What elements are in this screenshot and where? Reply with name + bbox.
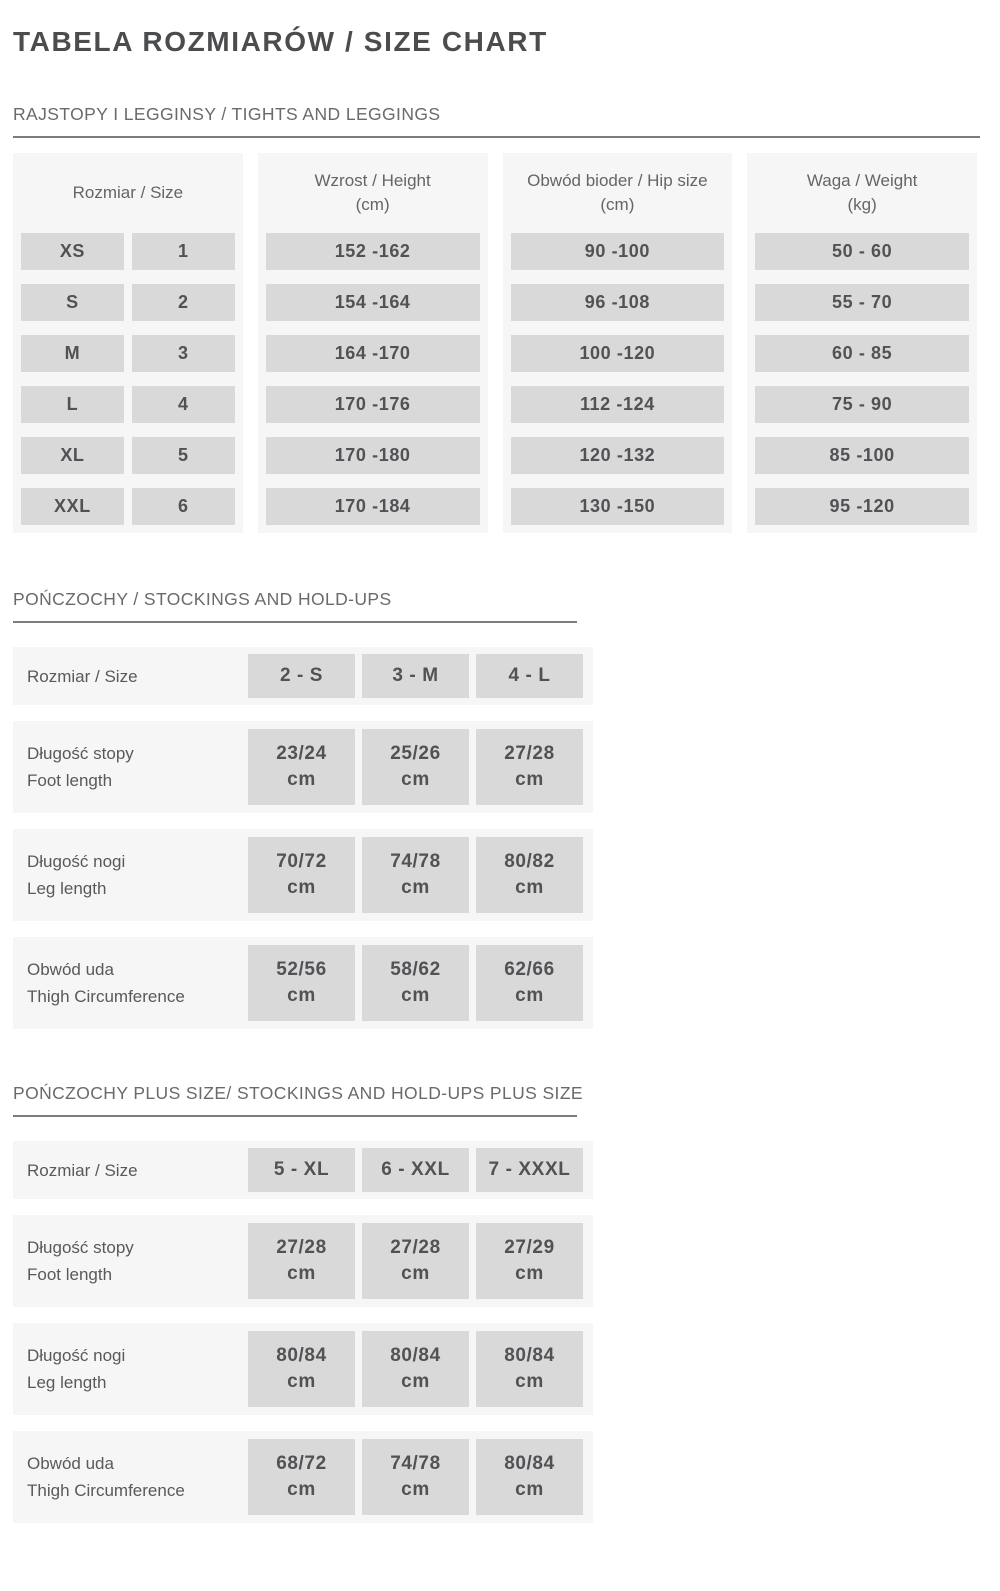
value-cell: 75 - 90: [755, 386, 969, 423]
measure-cell: [476, 1439, 583, 1515]
size-cell: 5: [132, 437, 235, 474]
value-cell: 96 -108: [511, 284, 725, 321]
size-cell: S: [21, 284, 124, 321]
row-label: [13, 1450, 248, 1504]
row-label-en: Thigh Circumference: [27, 1481, 185, 1500]
value-cell: 152 -162: [266, 233, 480, 270]
section-stockings: [13, 589, 977, 1029]
measure-cell: [248, 729, 355, 805]
measure-cell: [476, 837, 583, 913]
section-rule: [13, 1115, 577, 1117]
value-cell: 130 -150: [511, 488, 725, 525]
row-label-pl: Rozmiar / Size: [27, 666, 138, 686]
measure-cell: [248, 945, 355, 1021]
section-rule: [13, 621, 577, 623]
section-rule: [13, 136, 980, 138]
section-stockings-plus-size: [13, 1083, 977, 1523]
value-cell: 120 -132: [511, 437, 725, 474]
row-label-pl: Długość stopy: [27, 744, 134, 763]
row-cells: [248, 1439, 593, 1515]
measure-cell: [476, 729, 583, 805]
value-cell: 170 -180: [266, 437, 480, 474]
stockings-rows: [13, 647, 593, 1029]
column-header-label: Wzrost / Height: [314, 171, 431, 190]
row-label: [13, 848, 248, 902]
cell-unit: cm: [287, 1263, 316, 1284]
value-cell: 55 - 70: [755, 284, 969, 321]
value-cell: 90 -100: [511, 233, 725, 270]
row-label: [13, 663, 248, 690]
stockings-plus-rows: [13, 1141, 593, 1523]
value-cell: 170 -176: [266, 386, 480, 423]
cell-value: 80/84: [504, 1345, 555, 1366]
value-cell: 100 -120: [511, 335, 725, 372]
row-label: [13, 1342, 248, 1396]
measure-row: [13, 829, 593, 921]
cell-unit: cm: [515, 769, 544, 790]
measure-cell: [476, 1223, 583, 1299]
cell-value: 23/24: [276, 743, 327, 764]
cell-unit: cm: [287, 769, 316, 790]
measure-row: [13, 937, 593, 1029]
measure-cell: [476, 945, 583, 1021]
cell-value: 27/28: [504, 743, 555, 764]
value-cell-stack: [266, 233, 480, 525]
row-label: [13, 1234, 248, 1288]
cell-unit: cm: [401, 769, 430, 790]
measure-cell: [248, 1331, 355, 1407]
cell-value: 5 - XL: [273, 1159, 330, 1180]
cell-value: 6 - XXL: [381, 1159, 450, 1180]
value-cell: 170 -184: [266, 488, 480, 525]
cell-value: 80/84: [276, 1345, 327, 1366]
measure-cell: [362, 729, 469, 805]
page-title: TABELA ROZMIARÓW / SIZE CHART: [13, 26, 548, 57]
value-cell: 95 -120: [755, 488, 969, 525]
row-label-en: Thigh Circumference: [27, 987, 185, 1006]
measure-row: [13, 1141, 593, 1199]
cell-unit: cm: [287, 1371, 316, 1392]
cell-value: 70/72: [276, 851, 327, 872]
row-label-pl: Długość nogi: [27, 1346, 126, 1365]
cell-unit: cm: [401, 1263, 430, 1284]
column-header: [266, 153, 480, 233]
measure-cell: [362, 945, 469, 1021]
cell-unit: cm: [401, 1371, 430, 1392]
measure-row: [13, 1215, 593, 1307]
row-label-en: Leg length: [27, 879, 107, 898]
cell-unit: cm: [401, 877, 430, 898]
section-heading-stockings-plus: POŃCZOCHY PLUS SIZE/ STOCKINGS AND HOLD-UPS PLUS SIZE: [13, 1083, 583, 1103]
measure-cell: [362, 1223, 469, 1299]
cell-value: 80/84: [390, 1345, 441, 1366]
size-cell: M: [21, 335, 124, 372]
value-cell: 164 -170: [266, 335, 480, 372]
row-cells: [248, 945, 593, 1021]
measure-row: [13, 1323, 593, 1415]
measure-cell: [362, 837, 469, 913]
measure-cell: [362, 1439, 469, 1515]
row-label: [13, 740, 248, 794]
row-label: [13, 1157, 248, 1184]
cell-unit: cm: [515, 1479, 544, 1500]
size-cell: XXL: [21, 488, 124, 525]
value-cell: 85 -100: [755, 437, 969, 474]
row-label-pl: Długość nogi: [27, 852, 126, 871]
measure-cell: [476, 654, 583, 698]
row-label-pl: Obwód uda: [27, 1454, 114, 1473]
measure-cell: [248, 1439, 355, 1515]
column-header: [21, 153, 235, 233]
row-cells: [248, 729, 593, 805]
row-label: [13, 956, 248, 1010]
row-label-en: Leg length: [27, 1373, 107, 1392]
measure-cell: [248, 1223, 355, 1299]
cell-value: 27/29: [504, 1237, 555, 1258]
cell-value: 74/78: [390, 1453, 441, 1474]
cell-value: 4 - L: [508, 665, 551, 686]
size-cell: XS: [21, 233, 124, 270]
cell-value: 2 - S: [279, 665, 324, 686]
cell-value: 25/26: [390, 743, 441, 764]
column-header: [755, 153, 969, 233]
size-cell: 1: [132, 233, 235, 270]
size-pairs-grid: [21, 233, 235, 525]
row-cells: [248, 1148, 593, 1192]
row-cells: [248, 654, 593, 698]
column-header-unit: (kg): [847, 195, 877, 214]
column-panel-0: [13, 153, 243, 533]
cell-value: 52/56: [276, 959, 327, 980]
column-panel-1: [258, 153, 488, 533]
cell-value: 3 - M: [392, 665, 439, 686]
row-label-pl: Obwód uda: [27, 960, 114, 979]
column-header-label: Waga / Weight: [806, 171, 918, 190]
row-cells: [248, 837, 593, 913]
size-cell: 4: [132, 386, 235, 423]
cell-value: 27/28: [390, 1237, 441, 1258]
row-label-pl: Rozmiar / Size: [27, 1160, 138, 1180]
section-heading-tights: RAJSTOPY I LEGGINSY / TIGHTS AND LEGGINGS: [13, 104, 441, 124]
value-cell: 154 -164: [266, 284, 480, 321]
measure-cell: [362, 654, 469, 698]
measure-row: [13, 721, 593, 813]
cell-unit: cm: [287, 1479, 316, 1500]
cell-value: 80/82: [504, 851, 555, 872]
value-cell: 60 - 85: [755, 335, 969, 372]
size-cell: L: [21, 386, 124, 423]
cell-value: 58/62: [390, 959, 441, 980]
measure-cell: [476, 1331, 583, 1407]
cell-unit: cm: [287, 985, 316, 1006]
row-label-en: Foot length: [27, 1265, 113, 1284]
column-header-label: Obwód bioder / Hip size: [527, 171, 708, 190]
tights-columns: [13, 153, 977, 533]
size-cell: 2: [132, 284, 235, 321]
size-cell: XL: [21, 437, 124, 474]
row-cells: [248, 1331, 593, 1407]
cell-unit: cm: [515, 877, 544, 898]
section-tights-and-leggings: [13, 104, 977, 533]
size-cell: 3: [132, 335, 235, 372]
cell-value: 68/72: [276, 1453, 327, 1474]
column-header: [511, 153, 725, 233]
size-cell: 6: [132, 488, 235, 525]
column-header-unit: (cm): [600, 195, 635, 214]
measure-cell: [362, 1331, 469, 1407]
column-header-unit: (cm): [355, 195, 390, 214]
cell-value: 62/66: [504, 959, 555, 980]
section-heading-stockings: POŃCZOCHY / STOCKINGS AND HOLD-UPS: [13, 589, 392, 609]
value-cell-stack: [511, 233, 725, 525]
cell-unit: cm: [515, 1263, 544, 1284]
measure-row: [13, 1431, 593, 1523]
value-cell: 112 -124: [511, 386, 725, 423]
cell-unit: cm: [401, 985, 430, 1006]
measure-cell: [476, 1148, 583, 1192]
cell-value: 80/84: [504, 1453, 555, 1474]
measure-cell: [248, 654, 355, 698]
value-cell: 50 - 60: [755, 233, 969, 270]
row-label-en: Foot length: [27, 771, 113, 790]
row-cells: [248, 1223, 593, 1299]
cell-value: 7 - XXXL: [488, 1159, 571, 1180]
measure-cell: [248, 1148, 355, 1192]
measure-cell: [362, 1148, 469, 1192]
cell-value: 27/28: [276, 1237, 327, 1258]
column-panel-2: [503, 153, 733, 533]
column-panel-3: [747, 153, 977, 533]
cell-value: 74/78: [390, 851, 441, 872]
row-label-pl: Długość stopy: [27, 1238, 134, 1257]
measure-cell: [248, 837, 355, 913]
cell-unit: cm: [401, 1479, 430, 1500]
value-cell-stack: [755, 233, 969, 525]
measure-row: [13, 647, 593, 705]
cell-unit: cm: [515, 1371, 544, 1392]
column-header-label: Rozmiar / Size: [72, 183, 184, 202]
cell-unit: cm: [287, 877, 316, 898]
cell-unit: cm: [515, 985, 544, 1006]
